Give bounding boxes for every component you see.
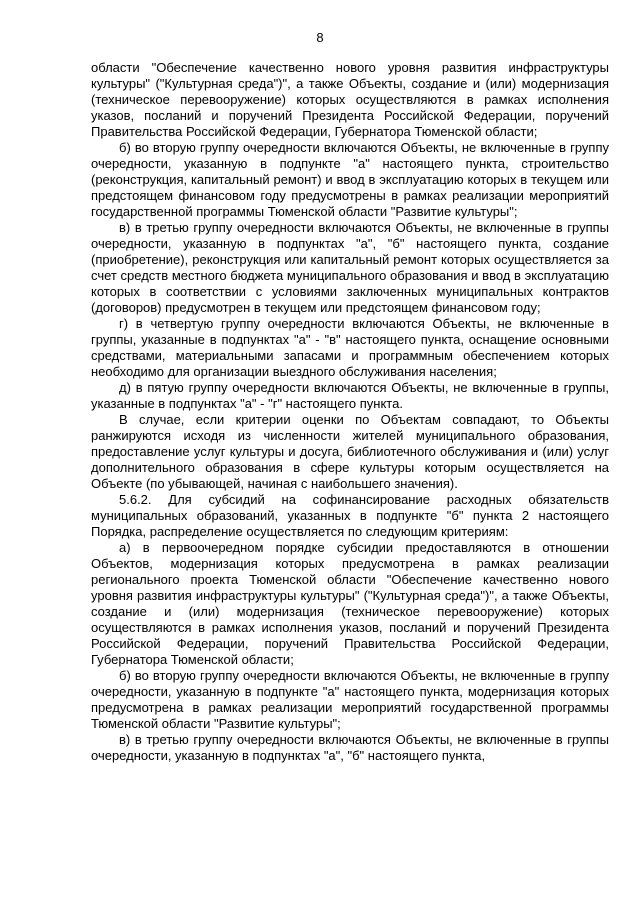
paragraph-item-d: д) в пятую группу очередности включаются Объекты, не включенные в группы, указанные в подпунктах "а" - "г" настоящего пункта. — [91, 380, 609, 411]
paragraph-item-b: б) во вторую группу очередности включаются Объекты, не включенные в группу очередности, указанную в подпункте "а" настоящего пункта, строительство (реконструкция, капитальный ремонт) и ввод в эксплуатацию которых в текущем или предстоящем финансовом году предусмотрены в рамках реализации мероприятий государственной программы Тюменской области "Развитие культуры"; — [91, 140, 609, 219]
paragraph-item-g: г) в четвертую группу очередности включаются Объекты, не включенные в группы, указанные в подпунктах "а" - "в" настоящего пункта, оснащение основными средствами, материальными запасами и программным обеспечением которых необходимо для организации выездного обслуживания населения; — [91, 316, 609, 379]
paragraph-item-v-2: в) в третью группу очередности включаются Объекты, не включенные в группы очередности, указанную в подпунктах "а", "б" настоящего пункта, — [91, 732, 609, 763]
paragraph-ranking-rule: В случае, если критерии оценки по Объектам совпадают, то Объекты ранжируются исходя из численности жителей муниципального образования, предоставление услуг культуры и досуга, библиотечного обслуживания и (или) услуг дополнительного образования в сфере культуры которым осуществляется на Объекте (по убывающей, начиная с наибольшего значения). — [91, 412, 609, 491]
paragraph-item-a-2: а) в первоочередном порядке субсидии предоставляются в отношении Объектов, модернизация которых предусмотрена в рамках реализации регионального проекта Тюменской области "Обеспечение качественно нового уровня развития инфраструктуры культуры" ("Культурная среда")", а также Объекты, создание и (или) модернизация (техническое перевооружение) которых осуществляются в рамках исполнения указов, посланий и поручений Президента Российской Федерации, поручений Правительства Российской Федерации, Губернатора Тюменской области; — [91, 540, 609, 667]
paragraph-item-b-2: б) во вторую группу очередности включаются Объекты, не включенные в группу очередности, указанную в подпункте "а" настоящего пункта, модернизация которых предусмотрена в рамках реализации мероприятий государственной программы Тюменской области "Развитие культуры"; — [91, 668, 609, 731]
paragraph-item-v: в) в третью группу очередности включаются Объекты, не включенные в группы очередности, указанную в подпунктах "а", "б" настоящего пункта, создание (приобретение), реконструкция или капитальный ремонт которых осуществляется за счет средств местного бюджета муниципального образования и ввод в эксплуатацию которых в соответствии с условиями заключенных муниципальных контрактов (договоров) предусмотрен в текущем или предстоящем финансовом году; — [91, 220, 609, 315]
paragraph-intro-continuation: области "Обеспечение качественно нового уровня развития инфраструктуры культуры" ("Культурная среда")", а также Объекты, создание и (или) модернизация (техническое перевооружение) которых осуществляются в рамках исполнения указов, посланий и поручений Президента Российской Федерации, поручений Правительства Российской Федерации, Губернатора Тюменской области; — [91, 60, 609, 139]
document-body — [91, 60, 609, 764]
page-number: 8 — [316, 30, 324, 45]
paragraph-section-5-6-2: 5.6.2. Для субсидий на софинансирование расходных обязательств муниципальных образований, указанных в подпункте "б" пункта 2 настоящего Порядка, распределение осуществляется по следующим критериям: — [91, 492, 609, 539]
